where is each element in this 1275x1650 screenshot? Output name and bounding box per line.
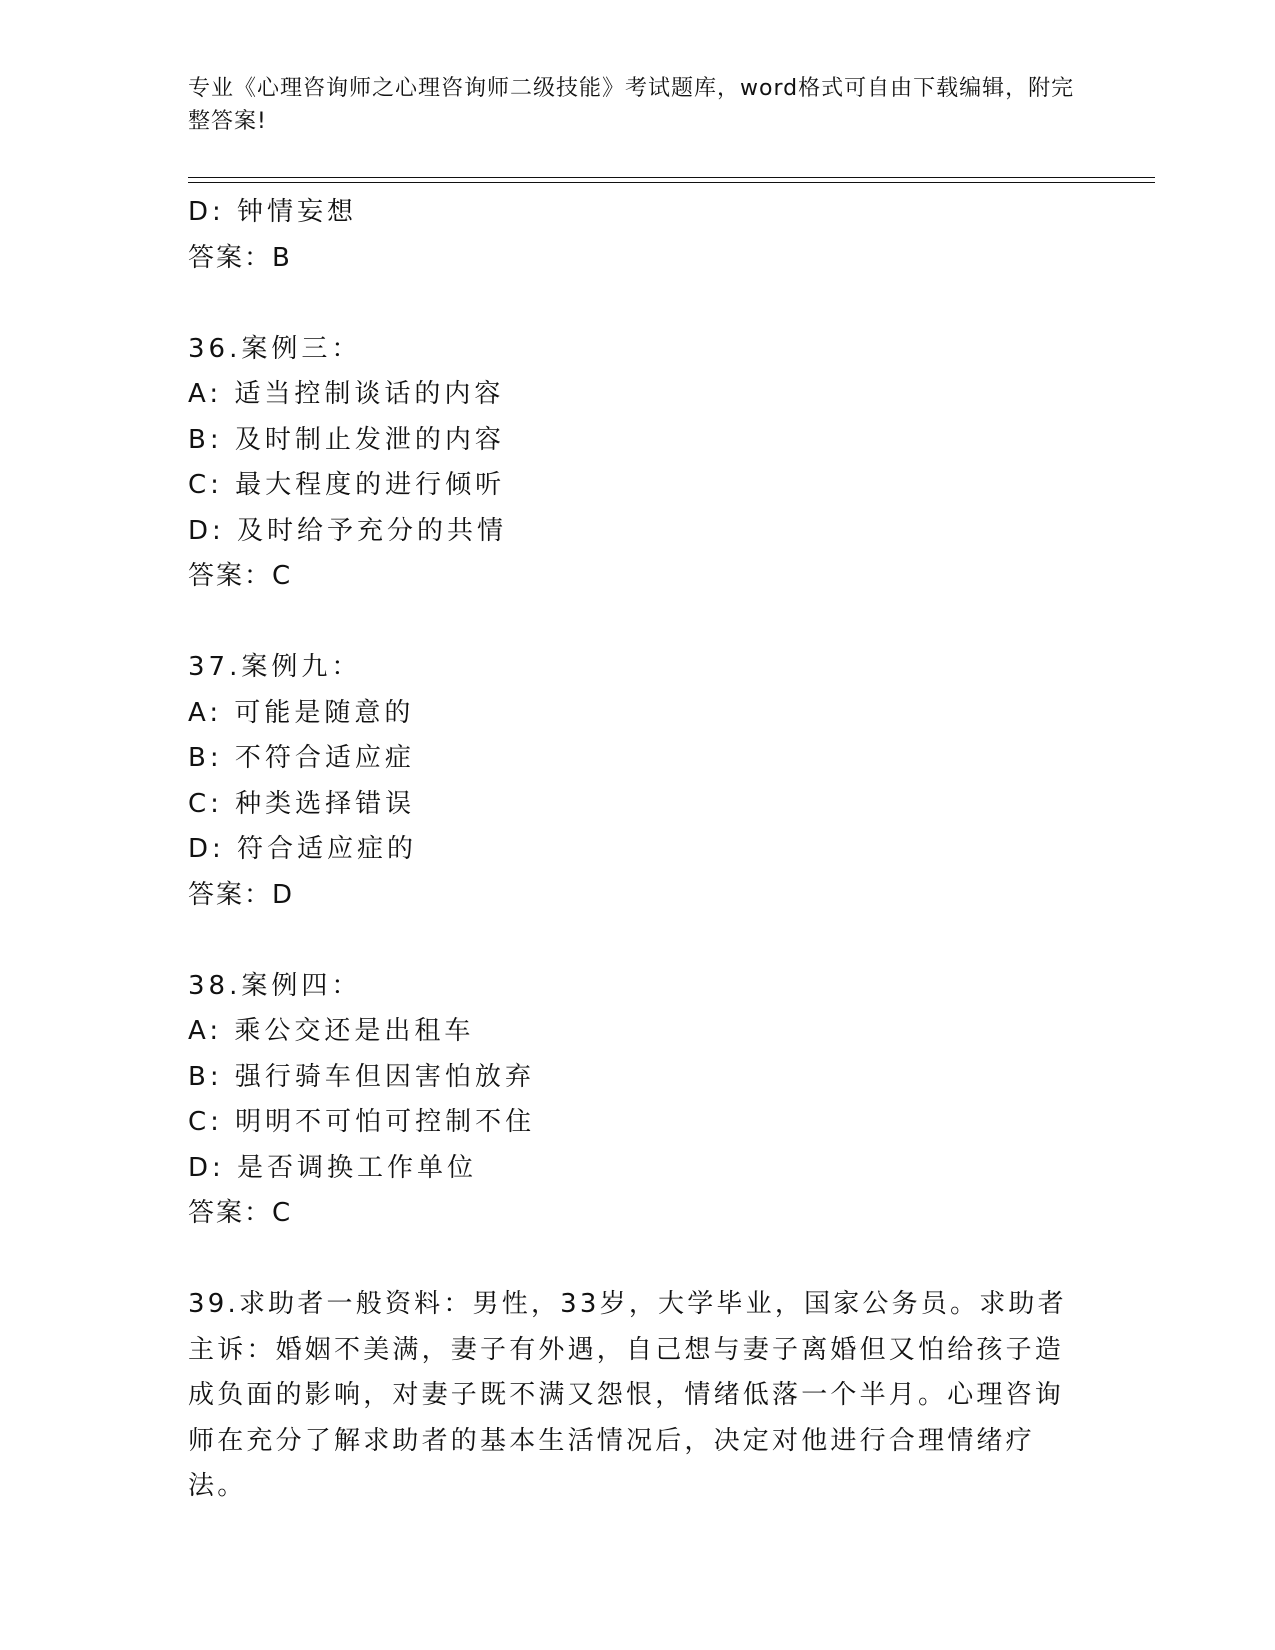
option-a: A: 适当控制谈话的内容 [188, 379, 505, 409]
option-d: D: 符合适应症的 [188, 834, 418, 864]
option-a: A: 乘公交还是出租车 [188, 1016, 475, 1046]
option-b: B: 不符合适应症 [188, 743, 415, 773]
question-title: 37.案例九： [188, 652, 362, 682]
option-c: C: 种类选择错误 [188, 788, 416, 819]
option-d: D: 是否调换工作单位 [188, 1152, 478, 1183]
option-d: D: 钟情妄想 [188, 197, 358, 227]
answer-line: 答案：D [188, 879, 295, 910]
option-d: D: 及时给予充分的共情 [188, 515, 508, 546]
spacer [188, 1237, 1088, 1283]
option-c: C: 明明不可怕可控制不住 [188, 1107, 536, 1137]
answer-line: 答案：C [188, 561, 293, 591]
option-a: A: 可能是随意的 [188, 697, 415, 728]
spacer [188, 600, 1088, 646]
option-c: C: 最大程度的进行倾听 [188, 470, 506, 500]
option-b: B: 及时制止发泄的内容 [188, 424, 505, 455]
header-divider-top [188, 177, 1155, 178]
answer-line: 答案：B [188, 242, 292, 273]
answer-line: 答案：C [188, 1198, 293, 1228]
spacer [188, 918, 1088, 964]
question-title: 36.案例三： [188, 333, 362, 364]
header-divider-bottom [188, 182, 1155, 183]
question-content [188, 190, 1088, 1510]
document-header: 专业《心理咨询师之心理咨询师二级技能》考试题库，word格式可自由下载编辑，附完整答案! [188, 76, 1075, 134]
question-39-stem: 39.求助者一般资料：男性，33岁，大学毕业，国家公务员。求助者主诉：婚姻不美满，妻子有外遇，自己想与妻子离婚但又怕给孩子造成负面的影响，对妻子既不满又怨恨，情绪低落一个半月。心理咨询师在充分了解求助者的基本生活情况后，决定对他进行合理情绪疗法。 [188, 1289, 1067, 1501]
option-b: B: 强行骑车但因害怕放弃 [188, 1061, 535, 1092]
question-title: 38.案例四： [188, 970, 362, 1001]
spacer [188, 281, 1088, 327]
